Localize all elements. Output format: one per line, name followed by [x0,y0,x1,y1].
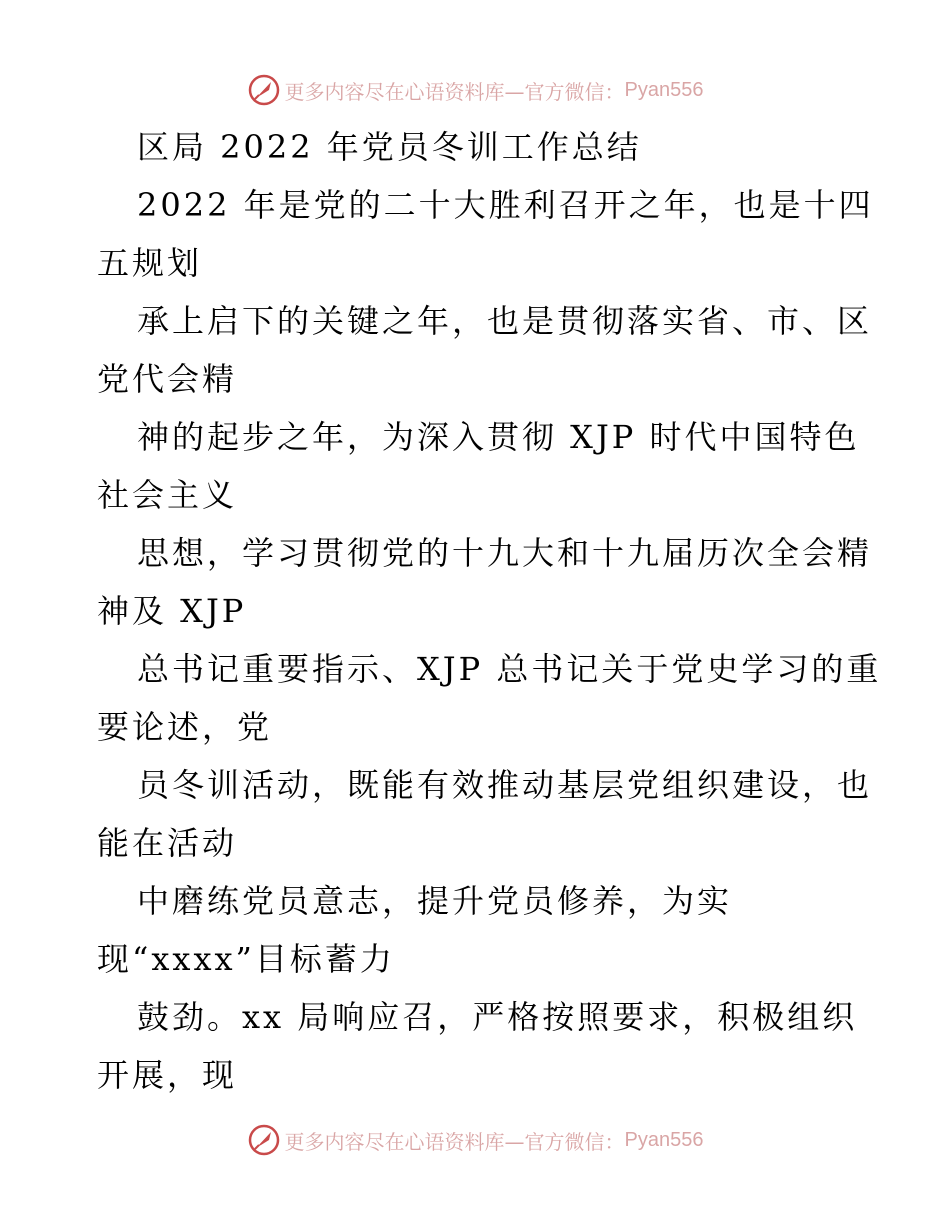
text-line: 区局 2022 年党员冬训工作总结 [137,128,642,166]
text-line: 员冬训活动，既能有效推动基层党组织建设，也 [137,766,873,804]
text-line: 总书记重要指示、XJP 总书记关于党史学习的重 [137,650,882,688]
text-line: 神的起步之年，为深入贯彻 XJP 时代中国特色 [137,418,860,456]
document-body [97,118,882,1104]
text-line: 社会主义 [97,476,238,514]
quill-logo-icon [247,1123,281,1157]
text-line: 开展，现 [97,1056,238,1094]
watermark-wechat-id: Pyan556 [624,78,704,101]
watermark-wechat-id: Pyan556 [624,1128,704,1151]
text-line: 思想，学习贯彻党的十九大和十九届历次全会精 [137,534,873,572]
watermark-text: 更多内容尽在心语资料库—官方微信： [284,1129,625,1154]
quill-logo-icon [247,73,281,107]
text-line: 承上启下的关键之年，也是贯彻落实省、市、区 [137,302,873,340]
watermark-text: 更多内容尽在心语资料库—官方微信： [284,79,625,104]
text-line: 2022 年是党的二十大胜利召开之年，也是十四 [137,186,874,224]
text-line: 中磨练党员意志，提升党员修养，为实 [137,882,733,920]
text-line: 党代会精 [97,360,238,398]
header-watermark [0,70,950,110]
text-line: 现“xxxx”目标蓄力 [97,940,395,978]
text-line: 神及 XJP [97,592,247,630]
text-line: 能在活动 [97,824,238,862]
text-line: 要论述，党 [97,708,273,746]
footer-watermark [0,1120,950,1160]
text-line: 鼓劲。xx 局响应召，严格按照要求，积极组织 [137,998,858,1036]
text-line: 五规划 [97,244,203,282]
